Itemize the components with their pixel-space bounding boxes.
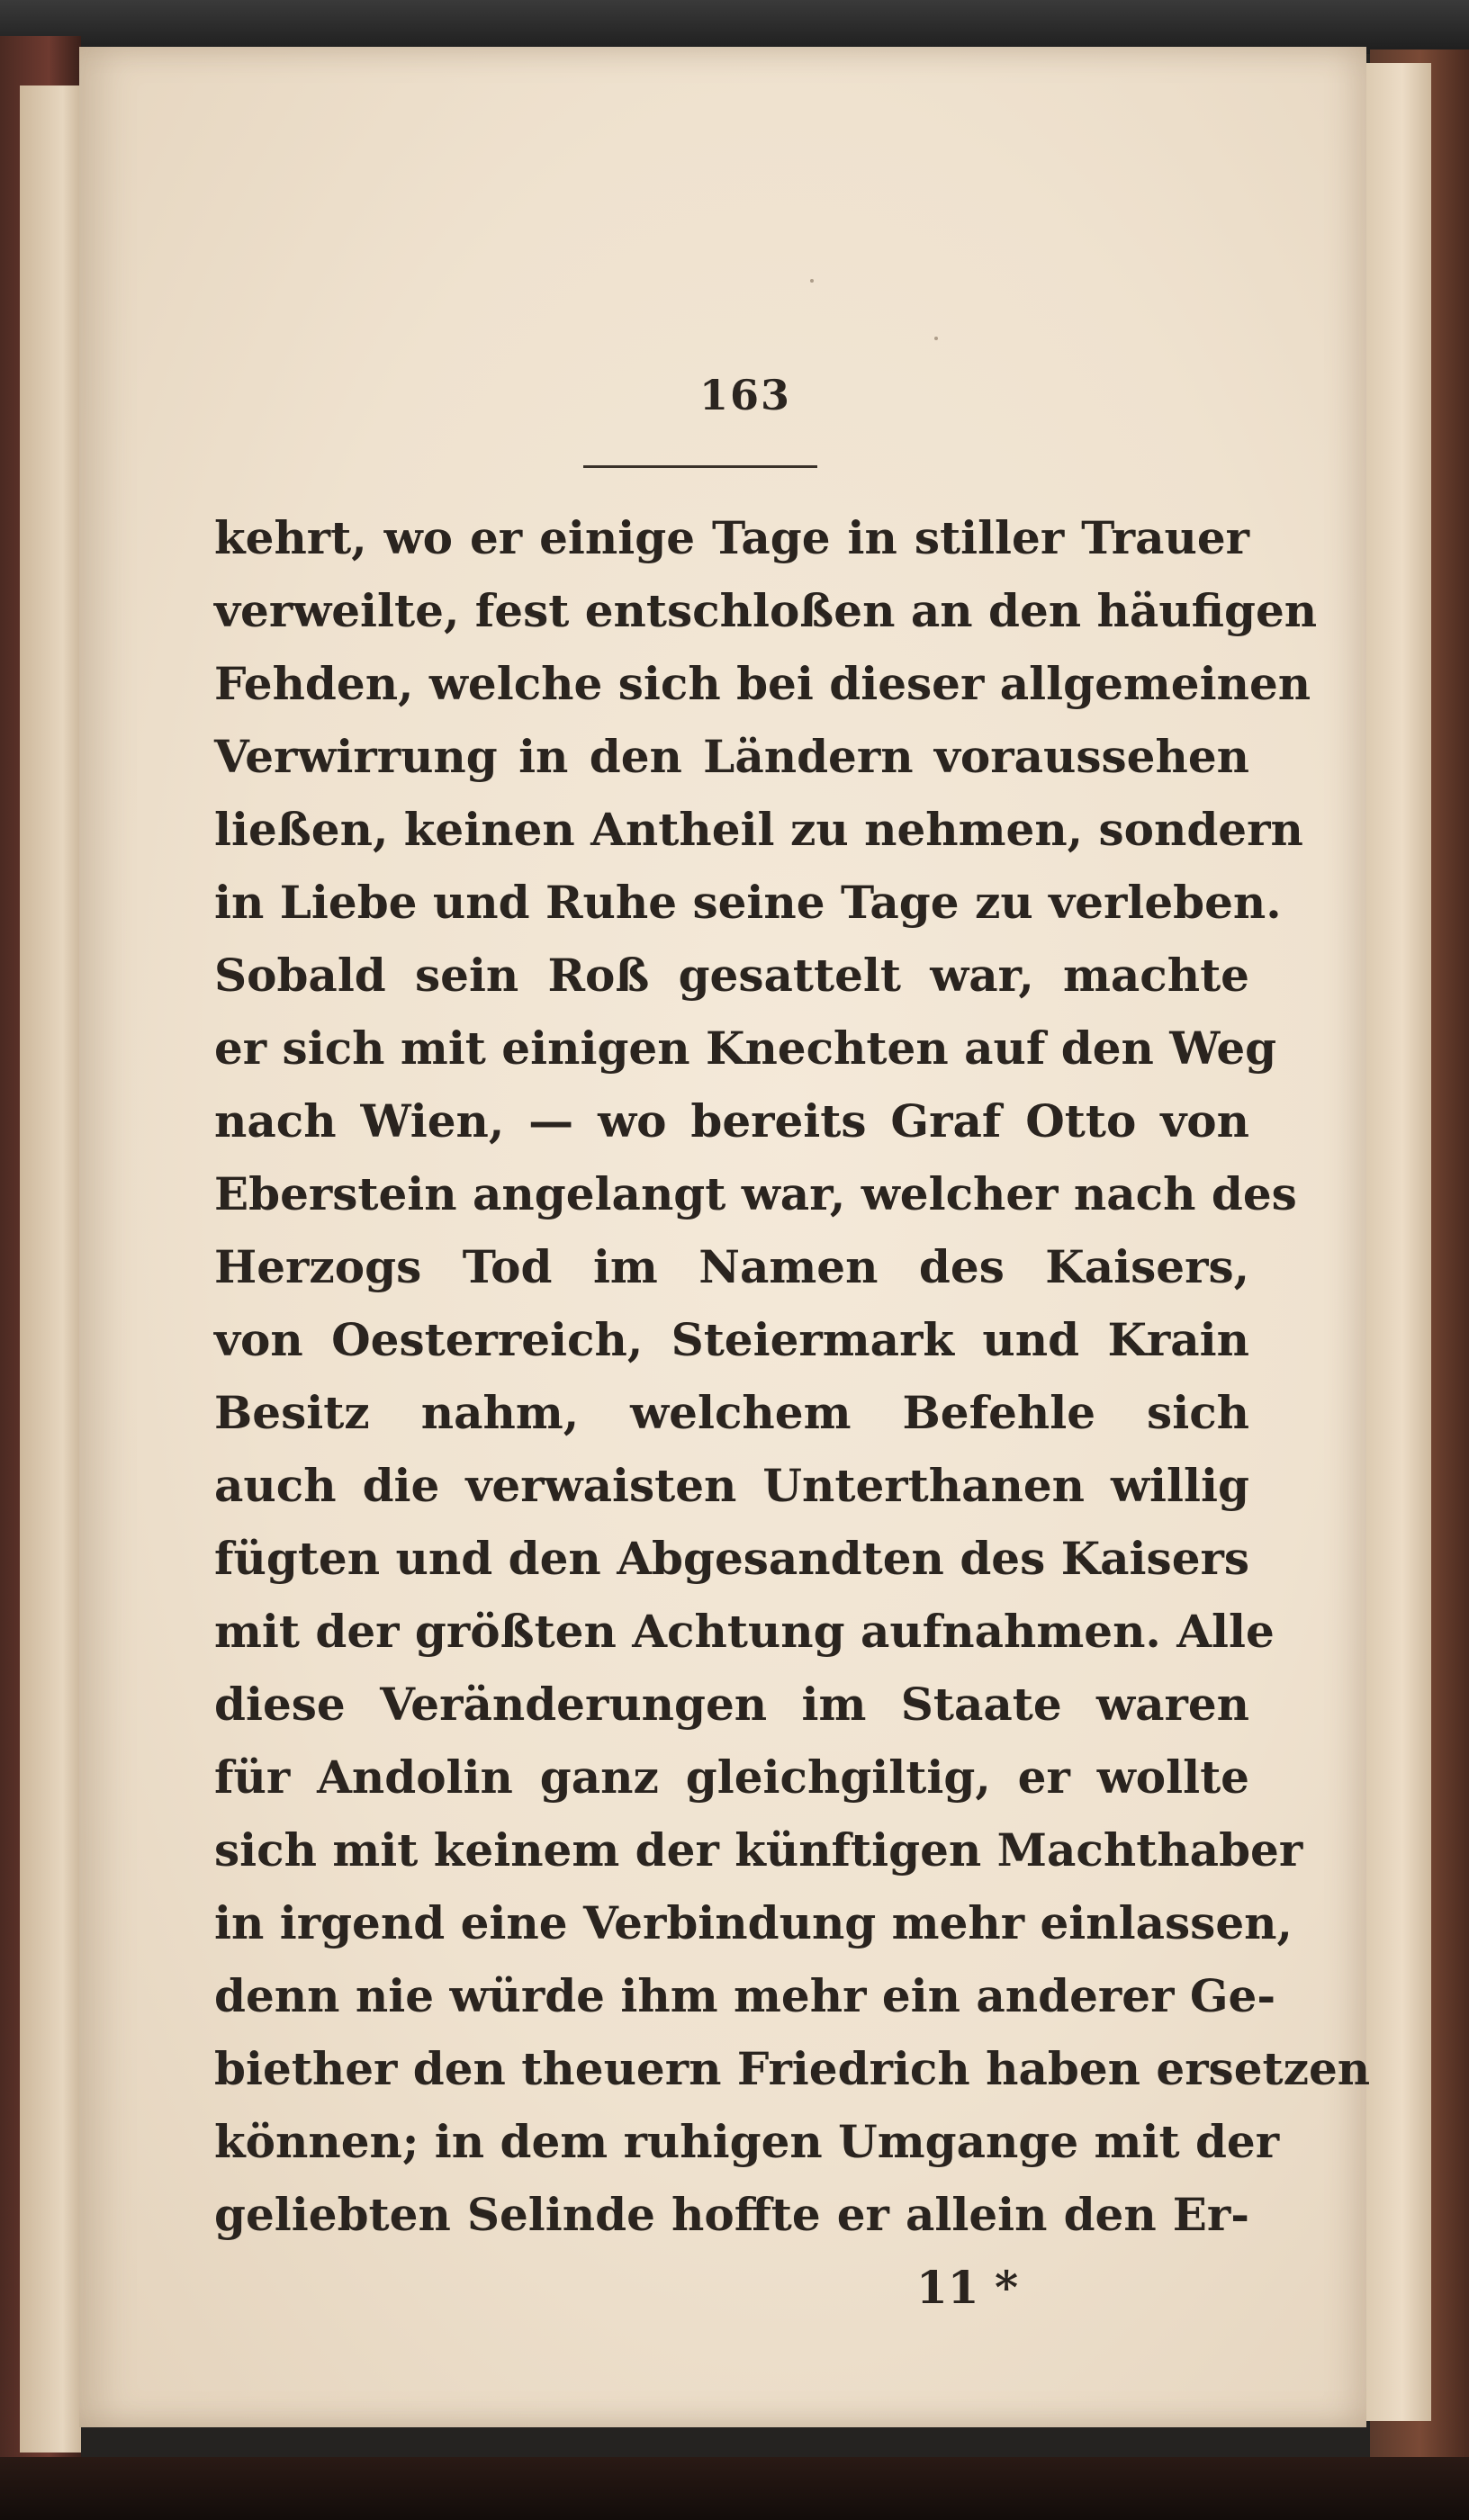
text-line: Eberstein angelangt war, welcher nach des [214, 1167, 1297, 1220]
text-line: ließen, keinen Antheil zu nehmen, sondern [214, 803, 1303, 856]
text-line: er sich mit einigen Knechten auf den Weg [214, 1022, 1277, 1075]
text-line: in Liebe und Ruhe seine Tage zu verleben. [214, 876, 1282, 929]
text-line: verweilte, fest entschloßen an den häufigen [214, 584, 1318, 637]
text-line: Fehden, welche sich bei dieser allgemeinen [214, 657, 1311, 710]
text-line: geliebten Selinde hoffte er allein den Er- [214, 2188, 1249, 2241]
paper-speck [403, 1352, 407, 1355]
right-page-edge [1359, 63, 1431, 2421]
text-line: Verwirrung in den Ländern voraussehen [214, 730, 1249, 783]
text-line: biether den theuern Friedrich haben ersetzen [214, 2042, 1371, 2095]
text-line: für Andolin ganz gleichgiltig, er wollte [214, 1750, 1249, 1804]
text-line: auch die verwaisten Unterthanen willig [214, 1459, 1249, 1512]
text-line: Sobald sein Roß gesattelt war, machte [214, 949, 1249, 1002]
text-line: nach Wien, — wo bereits Graf Otto von [214, 1094, 1249, 1148]
body-text [214, 501, 1371, 2251]
book-page [79, 47, 1371, 2427]
text-line: Besitz nahm, welchem Befehle sich [214, 1386, 1249, 1439]
header-rule [583, 465, 817, 468]
text-line: sich mit keinem der künftigen Machthaber [214, 1823, 1303, 1876]
text-line: Herzogs Tod im Namen des Kaisers, [214, 1240, 1249, 1293]
paper-speck [1141, 1707, 1145, 1711]
text-line: fügten und den Abgesandten des Kaisers [214, 1532, 1249, 1585]
page-number: 163 [698, 371, 792, 419]
text-line: denn nie würde ihm mehr ein anderer Ge- [214, 1969, 1276, 2022]
paper-speck [934, 337, 938, 340]
text-line: diese Veränderungen im Staate waren [214, 1678, 1249, 1731]
left-page-sliver [20, 86, 81, 2452]
text-line: mit der größten Achtung aufnahmen. Alle [214, 1605, 1275, 1658]
text-line: von Oesterreich, Steiermark und Krain [214, 1313, 1249, 1366]
text-line: in irgend eine Verbindung mehr einlassen, [214, 1896, 1293, 1949]
bottom-edge [0, 2457, 1469, 2520]
top-edge [0, 0, 1469, 54]
page-number-header [583, 371, 907, 419]
signature-mark: 11 * [916, 2261, 1019, 2314]
text-line: können; in dem ruhigen Umgange mit der [214, 2115, 1280, 2168]
paper-speck [810, 279, 814, 283]
text-line: kehrt, wo er einige Tage in stiller Trauer [214, 511, 1249, 564]
